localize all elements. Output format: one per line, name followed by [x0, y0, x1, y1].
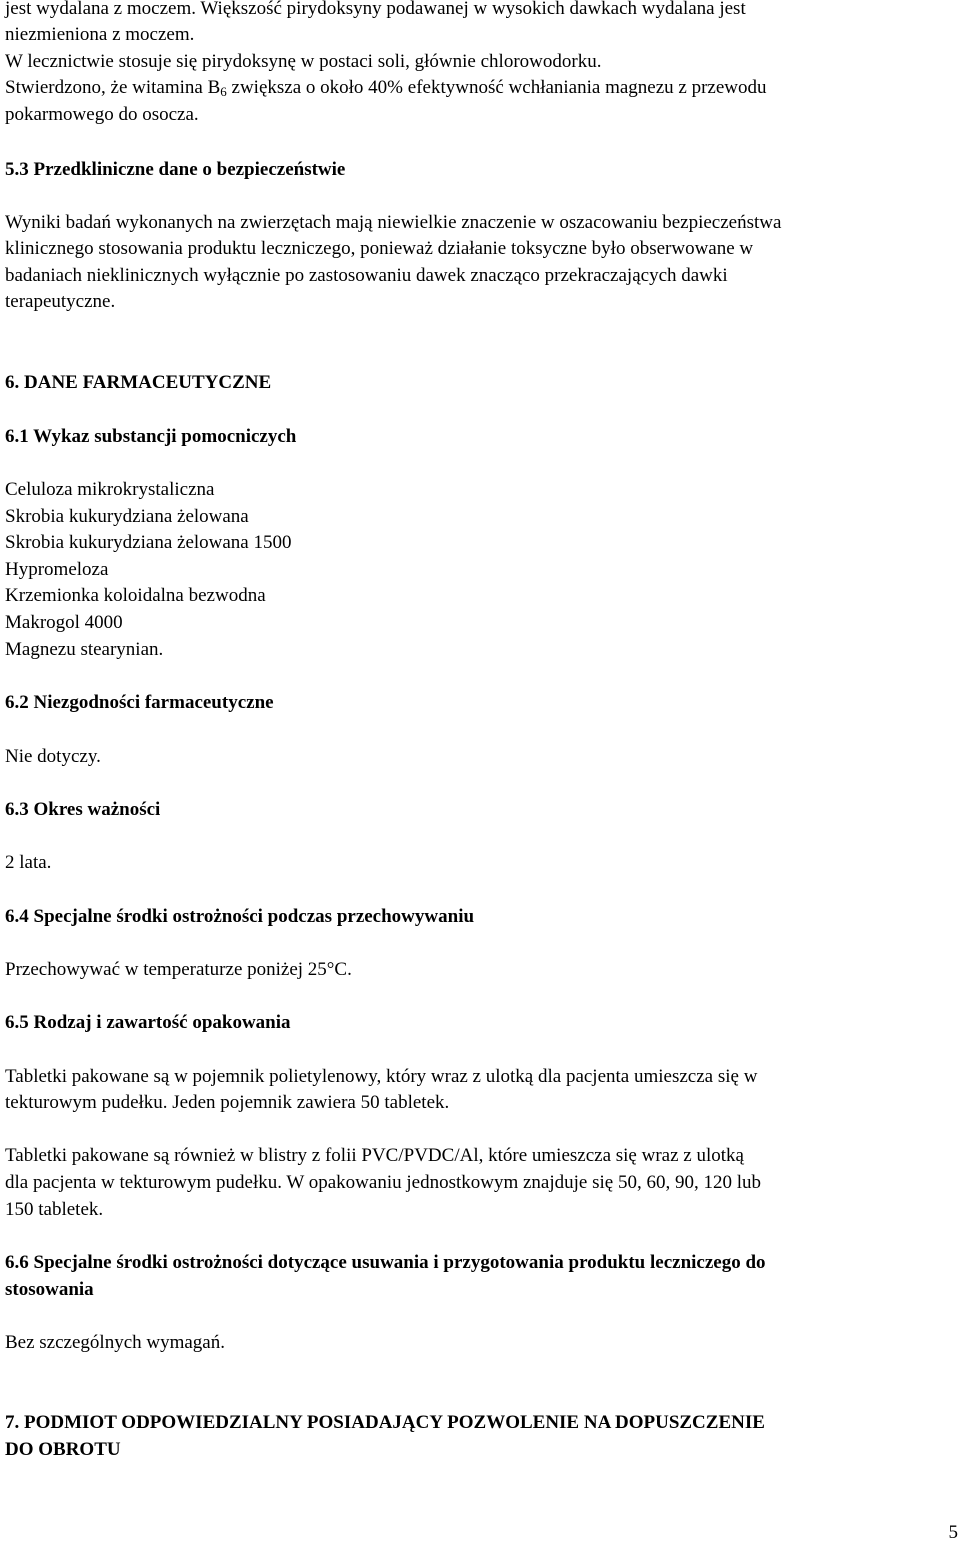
text-line: dla pacjenta w tekturowym pudełku. W opakowaniu jednostkowym znajduje się 50, 60, 90, 120 lub: [5, 1172, 761, 1193]
excipient-item: Skrobia kukurydziana żelowana: [5, 506, 249, 527]
excipient-item: Magnezu stearynian.: [5, 639, 164, 660]
text-line: 2 lata.: [5, 852, 52, 873]
excipient-item: Makrogol 4000: [5, 612, 123, 633]
text-line: Przechowywać w temperaturze poniżej 25°C.: [5, 959, 352, 980]
section-heading-6-6-cont: stosowania: [5, 1279, 94, 1300]
text-line: Wyniki badań wykonanych na zwierzętach mają niewielkie znaczenie w oszacowaniu bezpieczeństwa: [5, 212, 782, 233]
section-heading-7: 7. PODMIOT ODPOWIEDZIALNY POSIADAJĄCY POZWOLENIE NA DOPUSZCZENIE: [5, 1412, 765, 1433]
text-line: Nie dotyczy.: [5, 746, 101, 767]
sentence-before-subscript: Stwierdzono, że witamina B: [5, 77, 221, 98]
text-line: terapeutyczne.: [5, 291, 116, 312]
subscript-six: 6: [220, 84, 227, 99]
text-line: pokarmowego do osocza.: [5, 104, 199, 125]
section-heading-6-5: 6.5 Rodzaj i zawartość opakowania: [5, 1012, 291, 1033]
page-number: 5: [948, 1522, 958, 1543]
section-heading-6-4: 6.4 Specjalne środki ostrożności podczas przechowywaniu: [5, 906, 475, 927]
excipient-item: Krzemionka koloidalna bezwodna: [5, 585, 266, 606]
section-heading-6-1: 6.1 Wykaz substancji pomocniczych: [5, 426, 297, 447]
text-line: niezmieniona z moczem.: [5, 24, 195, 45]
sentence-after-subscript: zwiększa o około 40% efektywność wchłaniania magnezu z przewodu: [226, 77, 767, 98]
excipient-item: Hypromeloza: [5, 559, 109, 580]
text-line: Tabletki pakowane są w pojemnik polietylenowy, który wraz z ulotką dla pacjenta umieszcza się w: [5, 1066, 758, 1087]
excipient-item: Celuloza mikrokrystaliczna: [5, 479, 215, 500]
excipient-item: Skrobia kukurydziana żelowana 1500: [5, 532, 292, 553]
text-line: Bez szczególnych wymagań.: [5, 1332, 225, 1353]
text-line: W lecznictwie stosuje się pirydoksynę w postaci soli, głównie chlorowodorku.: [5, 51, 602, 72]
section-heading-6-6: 6.6 Specjalne środki ostrożności dotyczące usuwania i przygotowania produktu leczniczego do: [5, 1252, 766, 1273]
section-heading-5-3: 5.3 Przedkliniczne dane o bezpieczeństwie: [5, 159, 346, 180]
section-heading-6: 6. DANE FARMACEUTYCZNE: [5, 372, 272, 393]
section-heading-6-3: 6.3 Okres ważności: [5, 799, 161, 820]
section-heading-7-cont: DO OBROTU: [5, 1439, 121, 1460]
section-heading-6-2: 6.2 Niezgodności farmaceutyczne: [5, 692, 274, 713]
text-line: jest wydalana z moczem. Większość pirydoksyny podawanej w wysokich dawkach wydalana jest: [5, 0, 746, 19]
text-line: Tabletki pakowane są również w blistry z folii PVC/PVDC/Al, które umieszcza się wraz z ulotką: [5, 1145, 744, 1166]
text-line: klinicznego stosowania produktu leczniczego, ponieważ działanie toksyczne było obserwowane w: [5, 238, 754, 259]
text-line: 150 tabletek.: [5, 1199, 104, 1220]
text-line: badaniach nieklinicznych wyłącznie po zastosowaniu dawek znacząco przekraczających dawki: [5, 265, 728, 286]
text-line: tekturowym pudełku. Jeden pojemnik zawiera 50 tabletek.: [5, 1092, 450, 1113]
text-line-with-subscript: [5, 75, 767, 102]
